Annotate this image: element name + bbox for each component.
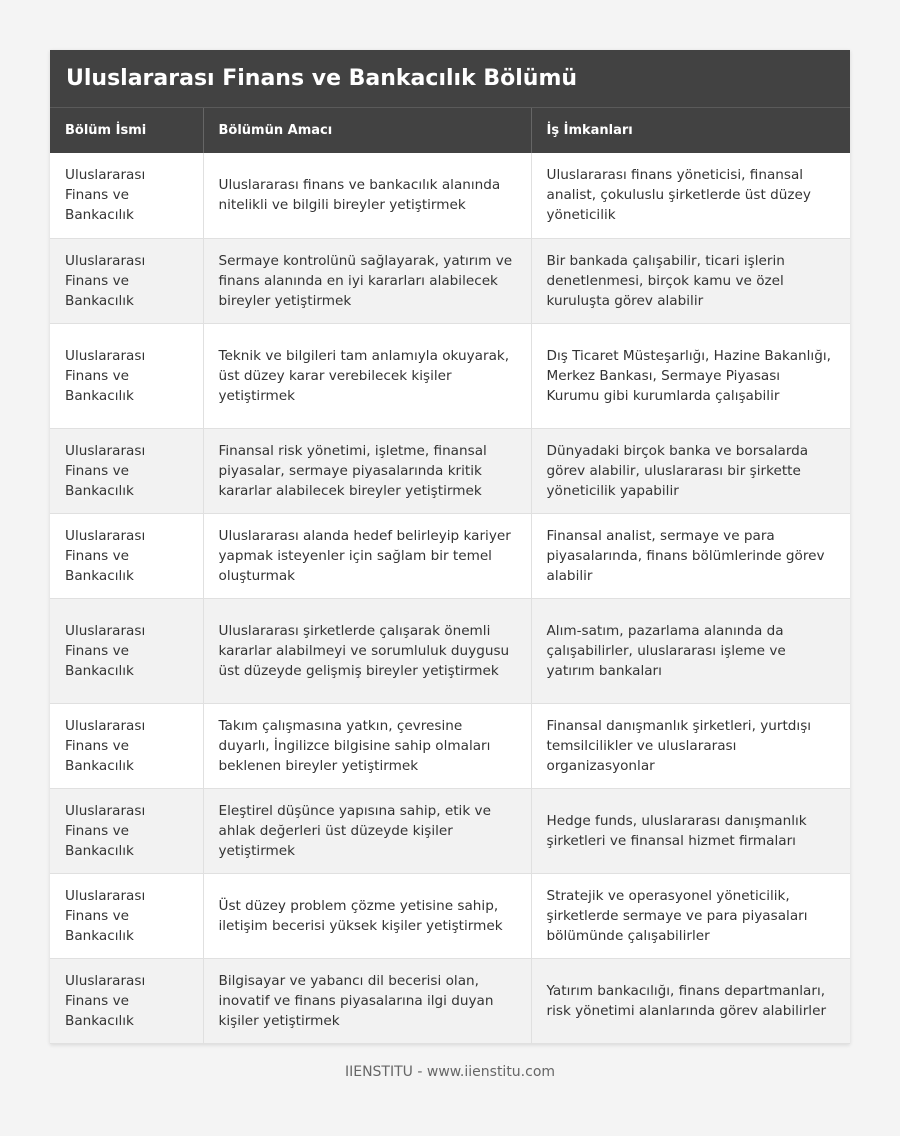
cell-name: Uluslararası Finans ve Bankacılık bbox=[50, 323, 203, 428]
cell-jobs: Dünyadaki birçok banka ve borsalarda görev alabilir, uluslararası bir şirkette yöneticilik yapabilir bbox=[531, 428, 850, 513]
table-row bbox=[50, 788, 850, 873]
cell-jobs: Uluslararası finans yöneticisi, finansal analist, çokuluslu şirketlerde üst düzey yöneticilik bbox=[531, 153, 850, 238]
table-row bbox=[50, 703, 850, 788]
page-title: Uluslararası Finans ve Bankacılık Bölümü bbox=[66, 66, 578, 91]
cell-name: Uluslararası Finans ve Bankacılık bbox=[50, 238, 203, 323]
cell-purpose: Uluslararası şirketlerde çalışarak önemli kararlar alabilmeyi ve sorumluluk duygusu üst düzeyde gelişmiş bireyler yetiştirmek bbox=[203, 598, 531, 703]
footer-credit: IIENSTITU - www.iienstitu.com bbox=[344, 1064, 556, 1080]
table-row bbox=[50, 873, 850, 958]
cell-jobs: Hedge funds, uluslararası danışmanlık şirketleri ve finansal hizmet firmaları bbox=[531, 788, 850, 873]
table-row bbox=[50, 323, 850, 428]
table-header bbox=[50, 108, 850, 153]
table-row bbox=[50, 598, 850, 703]
header-row bbox=[50, 108, 850, 153]
column-header-jobs: İş İmkanları bbox=[531, 108, 850, 153]
cell-jobs: Stratejik ve operasyonel yöneticilik, şirketlerde sermaye ve para piyasaları bölümünde çalışabilirler bbox=[531, 873, 850, 958]
cell-jobs: Bir bankada çalışabilir, ticari işlerin denetlenmesi, birçok kamu ve özel kuruluşta görev alabilir bbox=[531, 238, 850, 323]
cell-jobs: Finansal danışmanlık şirketleri, yurtdışı temsilcilikler ve uluslararası organizasyonlar bbox=[531, 703, 850, 788]
cell-purpose: Eleştirel düşünce yapısına sahip, etik ve ahlak değerleri üst düzeyde kişiler yetiştirmek bbox=[203, 788, 531, 873]
cell-name: Uluslararası Finans ve Bankacılık bbox=[50, 428, 203, 513]
cell-name: Uluslararası Finans ve Bankacılık bbox=[50, 958, 203, 1043]
cell-name: Uluslararası Finans ve Bankacılık bbox=[50, 788, 203, 873]
cell-purpose: Bilgisayar ve yabancı dil becerisi olan, inovatif ve finans piyasalarına ilgi duyan kişiler yetiştirmek bbox=[203, 958, 531, 1043]
table-row bbox=[50, 958, 850, 1043]
table-row bbox=[50, 238, 850, 323]
cell-name: Uluslararası Finans ve Bankacılık bbox=[50, 513, 203, 598]
cell-name: Uluslararası Finans ve Bankacılık bbox=[50, 598, 203, 703]
cell-jobs: Yatırım bankacılığı, finans departmanları, risk yönetimi alanlarında görev alabilirler bbox=[531, 958, 850, 1043]
cell-purpose: Teknik ve bilgileri tam anlamıyla okuyarak, üst düzey karar verebilecek kişiler yetiştirmek bbox=[203, 323, 531, 428]
cell-jobs: Alım-satım, pazarlama alanında da çalışabilirler, uluslararası işleme ve yatırım bankaları bbox=[531, 598, 850, 703]
title-bar bbox=[50, 50, 850, 108]
cell-purpose: Üst düzey problem çözme yetisine sahip, iletişim becerisi yüksek kişiler yetiştirmek bbox=[203, 873, 531, 958]
table-body bbox=[50, 153, 850, 1043]
cell-purpose: Uluslararası alanda hedef belirleyip kariyer yapmak isteyenler için sağlam bir temel oluşturmak bbox=[203, 513, 531, 598]
department-table bbox=[50, 108, 850, 1044]
table-card bbox=[50, 50, 850, 1044]
cell-purpose: Finansal risk yönetimi, işletme, finansal piyasalar, sermaye piyasalarında kritik kararlar alabilecek bireyler yetiştirmek bbox=[203, 428, 531, 513]
column-header-name: Bölüm İsmi bbox=[50, 108, 203, 153]
cell-purpose: Sermaye kontrolünü sağlayarak, yatırım ve finans alanında en iyi kararları alabilecek bireyler yetiştirmek bbox=[203, 238, 531, 323]
cell-name: Uluslararası Finans ve Bankacılık bbox=[50, 153, 203, 238]
column-header-purpose: Bölümün Amacı bbox=[203, 108, 531, 153]
table-row bbox=[50, 513, 850, 598]
table-row bbox=[50, 428, 850, 513]
cell-name: Uluslararası Finans ve Bankacılık bbox=[50, 873, 203, 958]
cell-name: Uluslararası Finans ve Bankacılık bbox=[50, 703, 203, 788]
cell-purpose: Takım çalışmasına yatkın, çevresine duyarlı, İngilizce bilgisine sahip olmaları beklenen bireyler yetiştirmek bbox=[203, 703, 531, 788]
cell-jobs: Finansal analist, sermaye ve para piyasalarında, finans bölümlerinde görev alabilir bbox=[531, 513, 850, 598]
cell-jobs: Dış Ticaret Müsteşarlığı, Hazine Bakanlığı, Merkez Bankası, Sermaye Piyasası Kurumu gibi kurumlarda çalışabilir bbox=[531, 323, 850, 428]
table-row bbox=[50, 153, 850, 238]
cell-purpose: Uluslararası finans ve bankacılık alanında nitelikli ve bilgili bireyler yetiştirmek bbox=[203, 153, 531, 238]
